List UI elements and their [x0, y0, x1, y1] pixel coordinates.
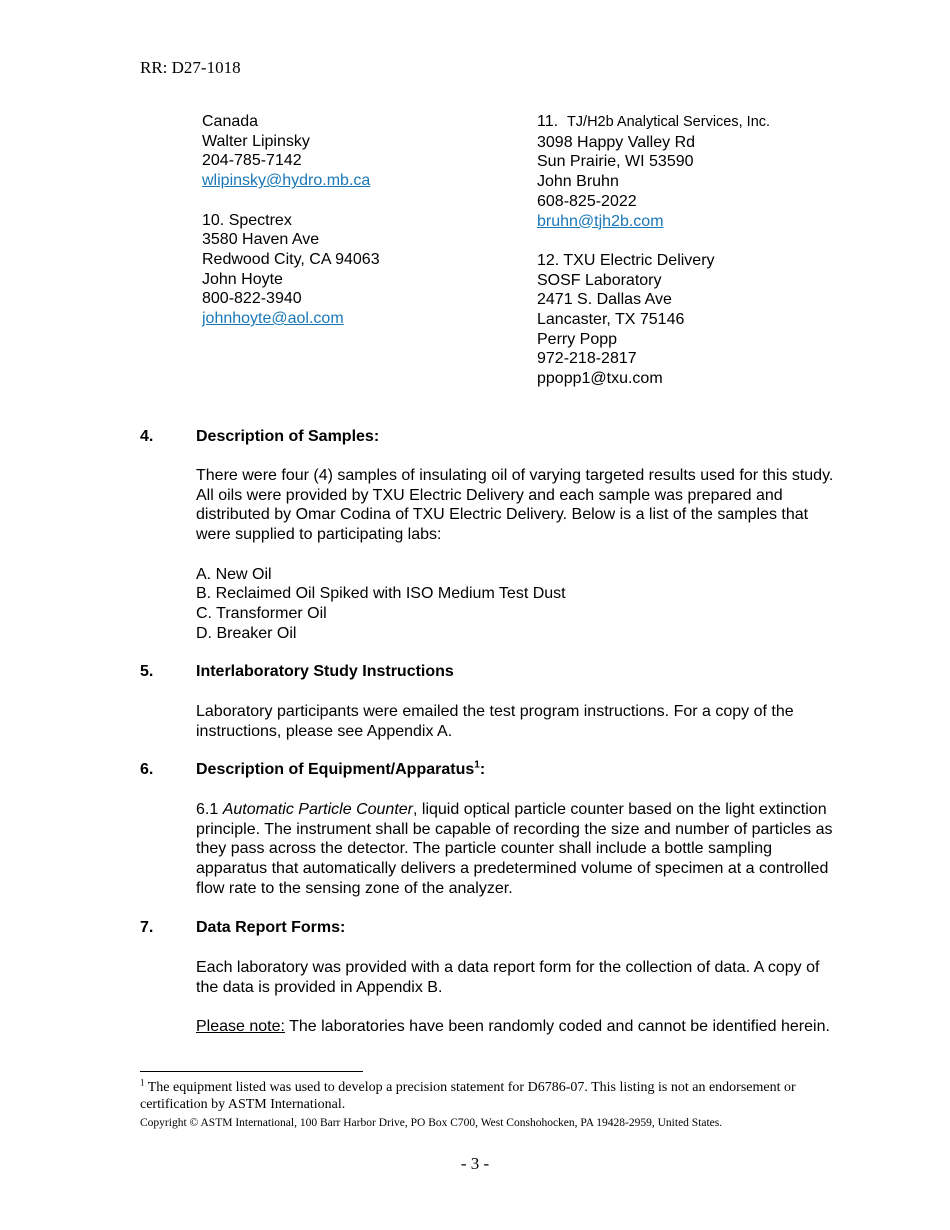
contact-9-email-link[interactable]: wlipinsky@hydro.mb.ca — [202, 172, 371, 190]
contact-9-country: Canada — [202, 113, 259, 130]
section-7-paragraph: Each laboratory was provided with a data report form for the collection of data. A copy of the data is provided in Appendix B. — [196, 959, 820, 996]
section-7-number: 7. — [140, 919, 154, 936]
clause-text: , liquid optical particle counter based on the light extinction principle. The instrument shall be capable of recording the size and number of particles as they pass across the detector. The particle counter shall include a bottle sampling apparatus that automatically delivers a predetermined volume of specimen at a controlled flow rate to the sensing zone of the analyzer. — [196, 801, 833, 897]
copyright-notice: Copyright © ASTM International, 100 Barr Harbor Drive, PO Box C700, West Conshohocken, PA 19428-2959, United States. — [140, 1117, 723, 1129]
section-4-body — [196, 466, 836, 643]
sample-item: B. Reclaimed Oil Spiked with ISO Medium Test Dust — [196, 585, 566, 603]
section-5-paragraph: Laboratory participants were emailed the test program instructions. For a copy of the instructions, please see Appendix A. — [196, 703, 794, 740]
sample-item: D. Breaker Oil — [196, 624, 297, 642]
section-6-colon: : — [479, 761, 486, 778]
contact-11-org: TJ/H2b Analytical Services, Inc. — [566, 114, 771, 130]
section-7-note — [196, 1017, 836, 1037]
term-automatic-particle-counter: Automatic Particle Counter — [222, 801, 413, 818]
page-number: - 3 - — [460, 1154, 490, 1173]
contact-11-name: John Bruhn — [537, 173, 619, 191]
section-6-title-text: Description of Equipment/Apparatus — [196, 761, 475, 778]
sample-item: A. New Oil — [196, 565, 272, 583]
spacer — [537, 231, 867, 251]
contact-12-address: 2471 S. Dallas Ave — [537, 291, 672, 309]
footnote-text: The equipment listed was used to develop a precision statement for D6786-07. This listing is not an endorsement or certification by ASTM International. — [140, 1080, 796, 1112]
contact-9-name: Walter Lipinsky — [202, 132, 310, 150]
section-4-title: Description of Samples: — [196, 428, 380, 445]
note-text: The laboratories have been randomly coded and cannot be identified herein. — [284, 1018, 830, 1036]
section-7-title: Data Report Forms: — [196, 919, 346, 936]
contact-12-lab: SOSF Laboratory — [537, 271, 662, 289]
contact-10-email-link[interactable]: johnhoyte@aol.com — [202, 310, 344, 328]
footnote-mark: 1 — [140, 1077, 145, 1088]
contact-11-city: Sun Prairie, WI 53590 — [537, 153, 694, 171]
contact-10-name: John Hoyte — [202, 270, 283, 288]
contact-11-phone: 608-825-2022 — [537, 192, 637, 210]
contacts-right-column — [537, 112, 867, 389]
section-5-body — [196, 702, 836, 741]
section-6-body — [196, 800, 836, 899]
contact-11-email-link[interactable]: bruhn@tjh2b.com — [537, 212, 664, 230]
contact-10-phone: 800-822-3940 — [202, 290, 302, 308]
report-reference: RR: D27-1018 — [140, 58, 241, 77]
section-6-number: 6. — [140, 761, 154, 778]
contact-10-address: 3580 Haven Ave — [202, 231, 320, 249]
section-5-title: Interlaboratory Study Instructions — [196, 663, 454, 680]
contact-12-heading: 12. TXU Electric Delivery — [537, 251, 715, 269]
contact-10-heading: 10. Spectrex — [202, 211, 292, 229]
clause-number: 6.1 — [196, 801, 223, 818]
contact-11-number: 11. — [537, 113, 559, 130]
footnote — [140, 1079, 840, 1113]
footnote-ref: 1 — [474, 759, 480, 771]
contacts-left-column — [202, 112, 522, 329]
contact-12-name: Perry Popp — [537, 330, 618, 348]
section-6-title — [196, 760, 485, 780]
note-label: Please note: — [196, 1018, 285, 1036]
section-4-number: 4. — [140, 428, 154, 445]
contact-12-city: Lancaster, TX 75146 — [537, 311, 685, 329]
contact-9-phone: 204-785-7142 — [202, 152, 302, 170]
sample-list — [196, 565, 836, 644]
contact-10-city: Redwood City, CA 94063 — [202, 250, 380, 268]
contact-12-email: ppopp1@txu.com — [537, 370, 663, 388]
section-5-number: 5. — [140, 663, 154, 680]
contact-12-phone: 972-218-2817 — [537, 350, 637, 368]
section-7-body — [196, 958, 836, 1037]
footnote-divider — [140, 1071, 363, 1072]
contact-11-heading — [537, 112, 867, 133]
spacer — [202, 191, 522, 211]
section-6-paragraph — [196, 800, 836, 899]
contact-11-address: 3098 Happy Valley Rd — [537, 133, 696, 151]
section-4-paragraph: There were four (4) samples of insulating oil of varying targeted results used for this study. All oils were provided by TXU Electric Delivery and each sample was prepared and distributed by Omar Codina of TXU Electric Delivery. Below is a list of the samples that were supplied to participating labs: — [196, 467, 834, 544]
sample-item: C. Transformer Oil — [196, 604, 327, 622]
